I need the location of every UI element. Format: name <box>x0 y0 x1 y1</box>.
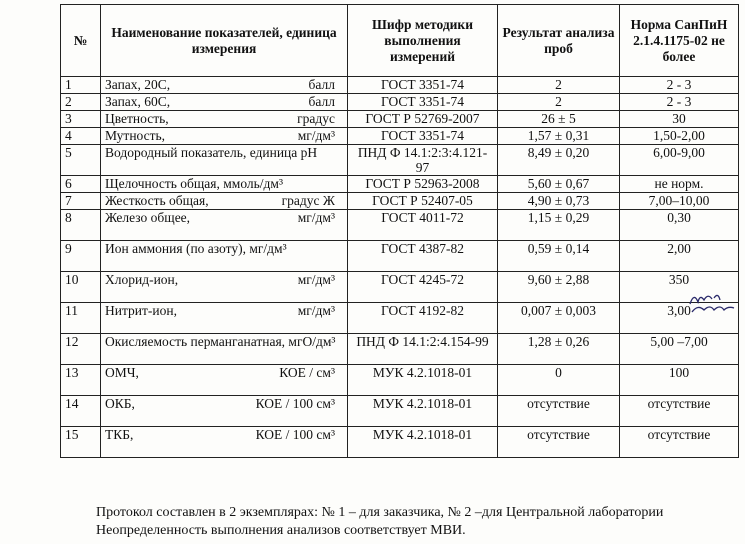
indicator-label: Щелочность общая, ммоль/дм³ <box>105 176 283 191</box>
method-code: МУК 4.2.1018-01 <box>348 365 498 396</box>
indicator-name <box>101 77 348 94</box>
indicator-name <box>101 272 348 303</box>
indicator-name <box>101 396 348 427</box>
indicator-name <box>101 128 348 145</box>
row-number: 6 <box>61 176 101 193</box>
indicator-label: Окисляемость перманганатная, мгО/дм³ <box>105 334 336 349</box>
table-row <box>61 241 739 272</box>
result-value: 0,007 ± 0,003 <box>498 303 620 334</box>
row-number: 9 <box>61 241 101 272</box>
row-number: 12 <box>61 334 101 365</box>
indicator-name <box>101 111 348 128</box>
method-code: ПНД Ф 14.1:2:4.154-99 <box>348 334 498 365</box>
indicator-label: Запах, 60С, <box>105 94 171 109</box>
indicator-unit: балл <box>308 94 335 109</box>
norm-value: отсутствие <box>620 427 739 458</box>
indicator-name <box>101 334 348 365</box>
norm-value: не норм. <box>620 176 739 193</box>
table-row <box>61 396 739 427</box>
indicator-name <box>101 427 348 458</box>
result-value: 8,49 ± 0,20 <box>498 145 620 176</box>
footer-protocol-note: Протокол составлен в 2 экземплярах: № 1 – для заказчика, № 2 –для Центральной лаборатории <box>96 505 664 520</box>
indicator-unit: мг/дм³ <box>297 303 335 318</box>
header-result: Результат анализа проб <box>498 5 620 77</box>
table-body <box>61 77 739 458</box>
row-number: 5 <box>61 145 101 176</box>
row-number: 10 <box>61 272 101 303</box>
indicator-label: Запах, 20С, <box>105 77 171 92</box>
table-row <box>61 128 739 145</box>
indicator-label: ОМЧ, <box>105 365 139 380</box>
result-value: 26 ± 5 <box>498 111 620 128</box>
indicator-label: Мутность, <box>105 128 166 143</box>
result-value: 1,15 ± 0,29 <box>498 210 620 241</box>
norm-value: 2 - 3 <box>620 77 739 94</box>
norm-value: 1,50-2,00 <box>620 128 739 145</box>
indicator-name <box>101 145 348 176</box>
row-number: 13 <box>61 365 101 396</box>
result-value: 0,59 ± 0,14 <box>498 241 620 272</box>
table-row <box>61 427 739 458</box>
method-code: ГОСТ 4387-82 <box>348 241 498 272</box>
norm-value: 0,30 <box>620 210 739 241</box>
table-row <box>61 210 739 241</box>
indicator-label: Жесткость общая, <box>105 193 209 208</box>
norm-value: 7,00–10,00 <box>620 193 739 210</box>
table-row <box>61 303 739 334</box>
handwritten-signature <box>688 290 736 316</box>
result-value: 4,90 ± 0,73 <box>498 193 620 210</box>
indicator-label: ТКБ, <box>105 427 134 442</box>
indicator-unit: КОЕ / 100 см³ <box>255 396 335 411</box>
method-code: ГОСТ Р 52769-2007 <box>348 111 498 128</box>
norm-value: 2,00 <box>620 241 739 272</box>
indicator-name <box>101 365 348 396</box>
row-number: 3 <box>61 111 101 128</box>
result-value: 1,28 ± 0,26 <box>498 334 620 365</box>
table-row <box>61 193 739 210</box>
row-number: 15 <box>61 427 101 458</box>
row-number: 11 <box>61 303 101 334</box>
indicator-label: Хлорид-ион, <box>105 272 179 287</box>
row-number: 4 <box>61 128 101 145</box>
indicator-name <box>101 193 348 210</box>
norm-value: 6,00-9,00 <box>620 145 739 176</box>
method-code: ГОСТ Р 52407-05 <box>348 193 498 210</box>
result-value: 2 <box>498 77 620 94</box>
header-method: Шифр методики выполнения измерений <box>348 5 498 77</box>
result-value: 9,60 ± 2,88 <box>498 272 620 303</box>
indicator-unit: градус Ж <box>281 193 335 208</box>
indicator-label: Цветность, <box>105 111 169 126</box>
method-code: МУК 4.2.1018-01 <box>348 427 498 458</box>
indicator-unit: мг/дм³ <box>297 210 335 225</box>
indicator-name <box>101 176 348 193</box>
norm-value: 2 - 3 <box>620 94 739 111</box>
norm-value: 30 <box>620 111 739 128</box>
indicator-unit: КОЕ / 100 см³ <box>255 427 335 442</box>
method-code: ГОСТ 3351-74 <box>348 94 498 111</box>
indicator-unit: мг/дм³ <box>297 272 335 287</box>
row-number: 7 <box>61 193 101 210</box>
indicator-label: Водородный показатель, единица pH <box>105 145 318 160</box>
indicator-label: Ион аммония (по азоту), мг/дм³ <box>105 241 287 256</box>
norm-value: отсутствие <box>620 396 739 427</box>
indicator-name <box>101 303 348 334</box>
method-code: ГОСТ 3351-74 <box>348 77 498 94</box>
row-number: 8 <box>61 210 101 241</box>
indicator-unit: КОЕ / см³ <box>279 365 335 380</box>
row-number: 1 <box>61 77 101 94</box>
header-name: Наименование показателей, единица измерения <box>101 5 348 77</box>
table-row <box>61 111 739 128</box>
indicator-unit: балл <box>308 77 335 92</box>
method-code: МУК 4.2.1018-01 <box>348 396 498 427</box>
indicator-name <box>101 94 348 111</box>
norm-value: 350 <box>620 272 739 303</box>
header-norm: Норма СанПиН 2.1.4.1175-02 не более <box>620 5 739 77</box>
table-row <box>61 272 739 303</box>
result-value: 0 <box>498 365 620 396</box>
method-code: ГОСТ 4011-72 <box>348 210 498 241</box>
header-row <box>61 5 739 77</box>
result-value: 5,60 ± 0,67 <box>498 176 620 193</box>
method-code: ПНД Ф 14.1:2:3:4.121-97 <box>348 145 498 176</box>
table-row <box>61 365 739 396</box>
norm-value: 100 <box>620 365 739 396</box>
table-row <box>61 145 739 176</box>
table-row <box>61 176 739 193</box>
indicator-name <box>101 241 348 272</box>
method-code: ГОСТ 4245-72 <box>348 272 498 303</box>
result-value: отсутствие <box>498 427 620 458</box>
table-row <box>61 77 739 94</box>
method-code: ГОСТ 4192-82 <box>348 303 498 334</box>
norm-value: 3,00 <box>620 303 739 334</box>
method-code: ГОСТ Р 52963-2008 <box>348 176 498 193</box>
results-table <box>60 4 739 458</box>
table-row <box>61 334 739 365</box>
result-value: 2 <box>498 94 620 111</box>
row-number: 2 <box>61 94 101 111</box>
header-num: № <box>61 5 101 77</box>
method-code: ГОСТ 3351-74 <box>348 128 498 145</box>
indicator-label: ОКБ, <box>105 396 135 411</box>
indicator-label: Нитрит-ион, <box>105 303 177 318</box>
result-value: 1,57 ± 0,31 <box>498 128 620 145</box>
table-row <box>61 94 739 111</box>
footer-uncertainty-note: Неопределенность выполнения анализов соответствует МВИ. <box>96 523 466 538</box>
norm-value: 5,00 –7,00 <box>620 334 739 365</box>
row-number: 14 <box>61 396 101 427</box>
result-value: отсутствие <box>498 396 620 427</box>
indicator-unit: градус <box>297 111 335 126</box>
indicator-unit: мг/дм³ <box>297 128 335 143</box>
indicator-label: Железо общее, <box>105 210 191 225</box>
indicator-name <box>101 210 348 241</box>
